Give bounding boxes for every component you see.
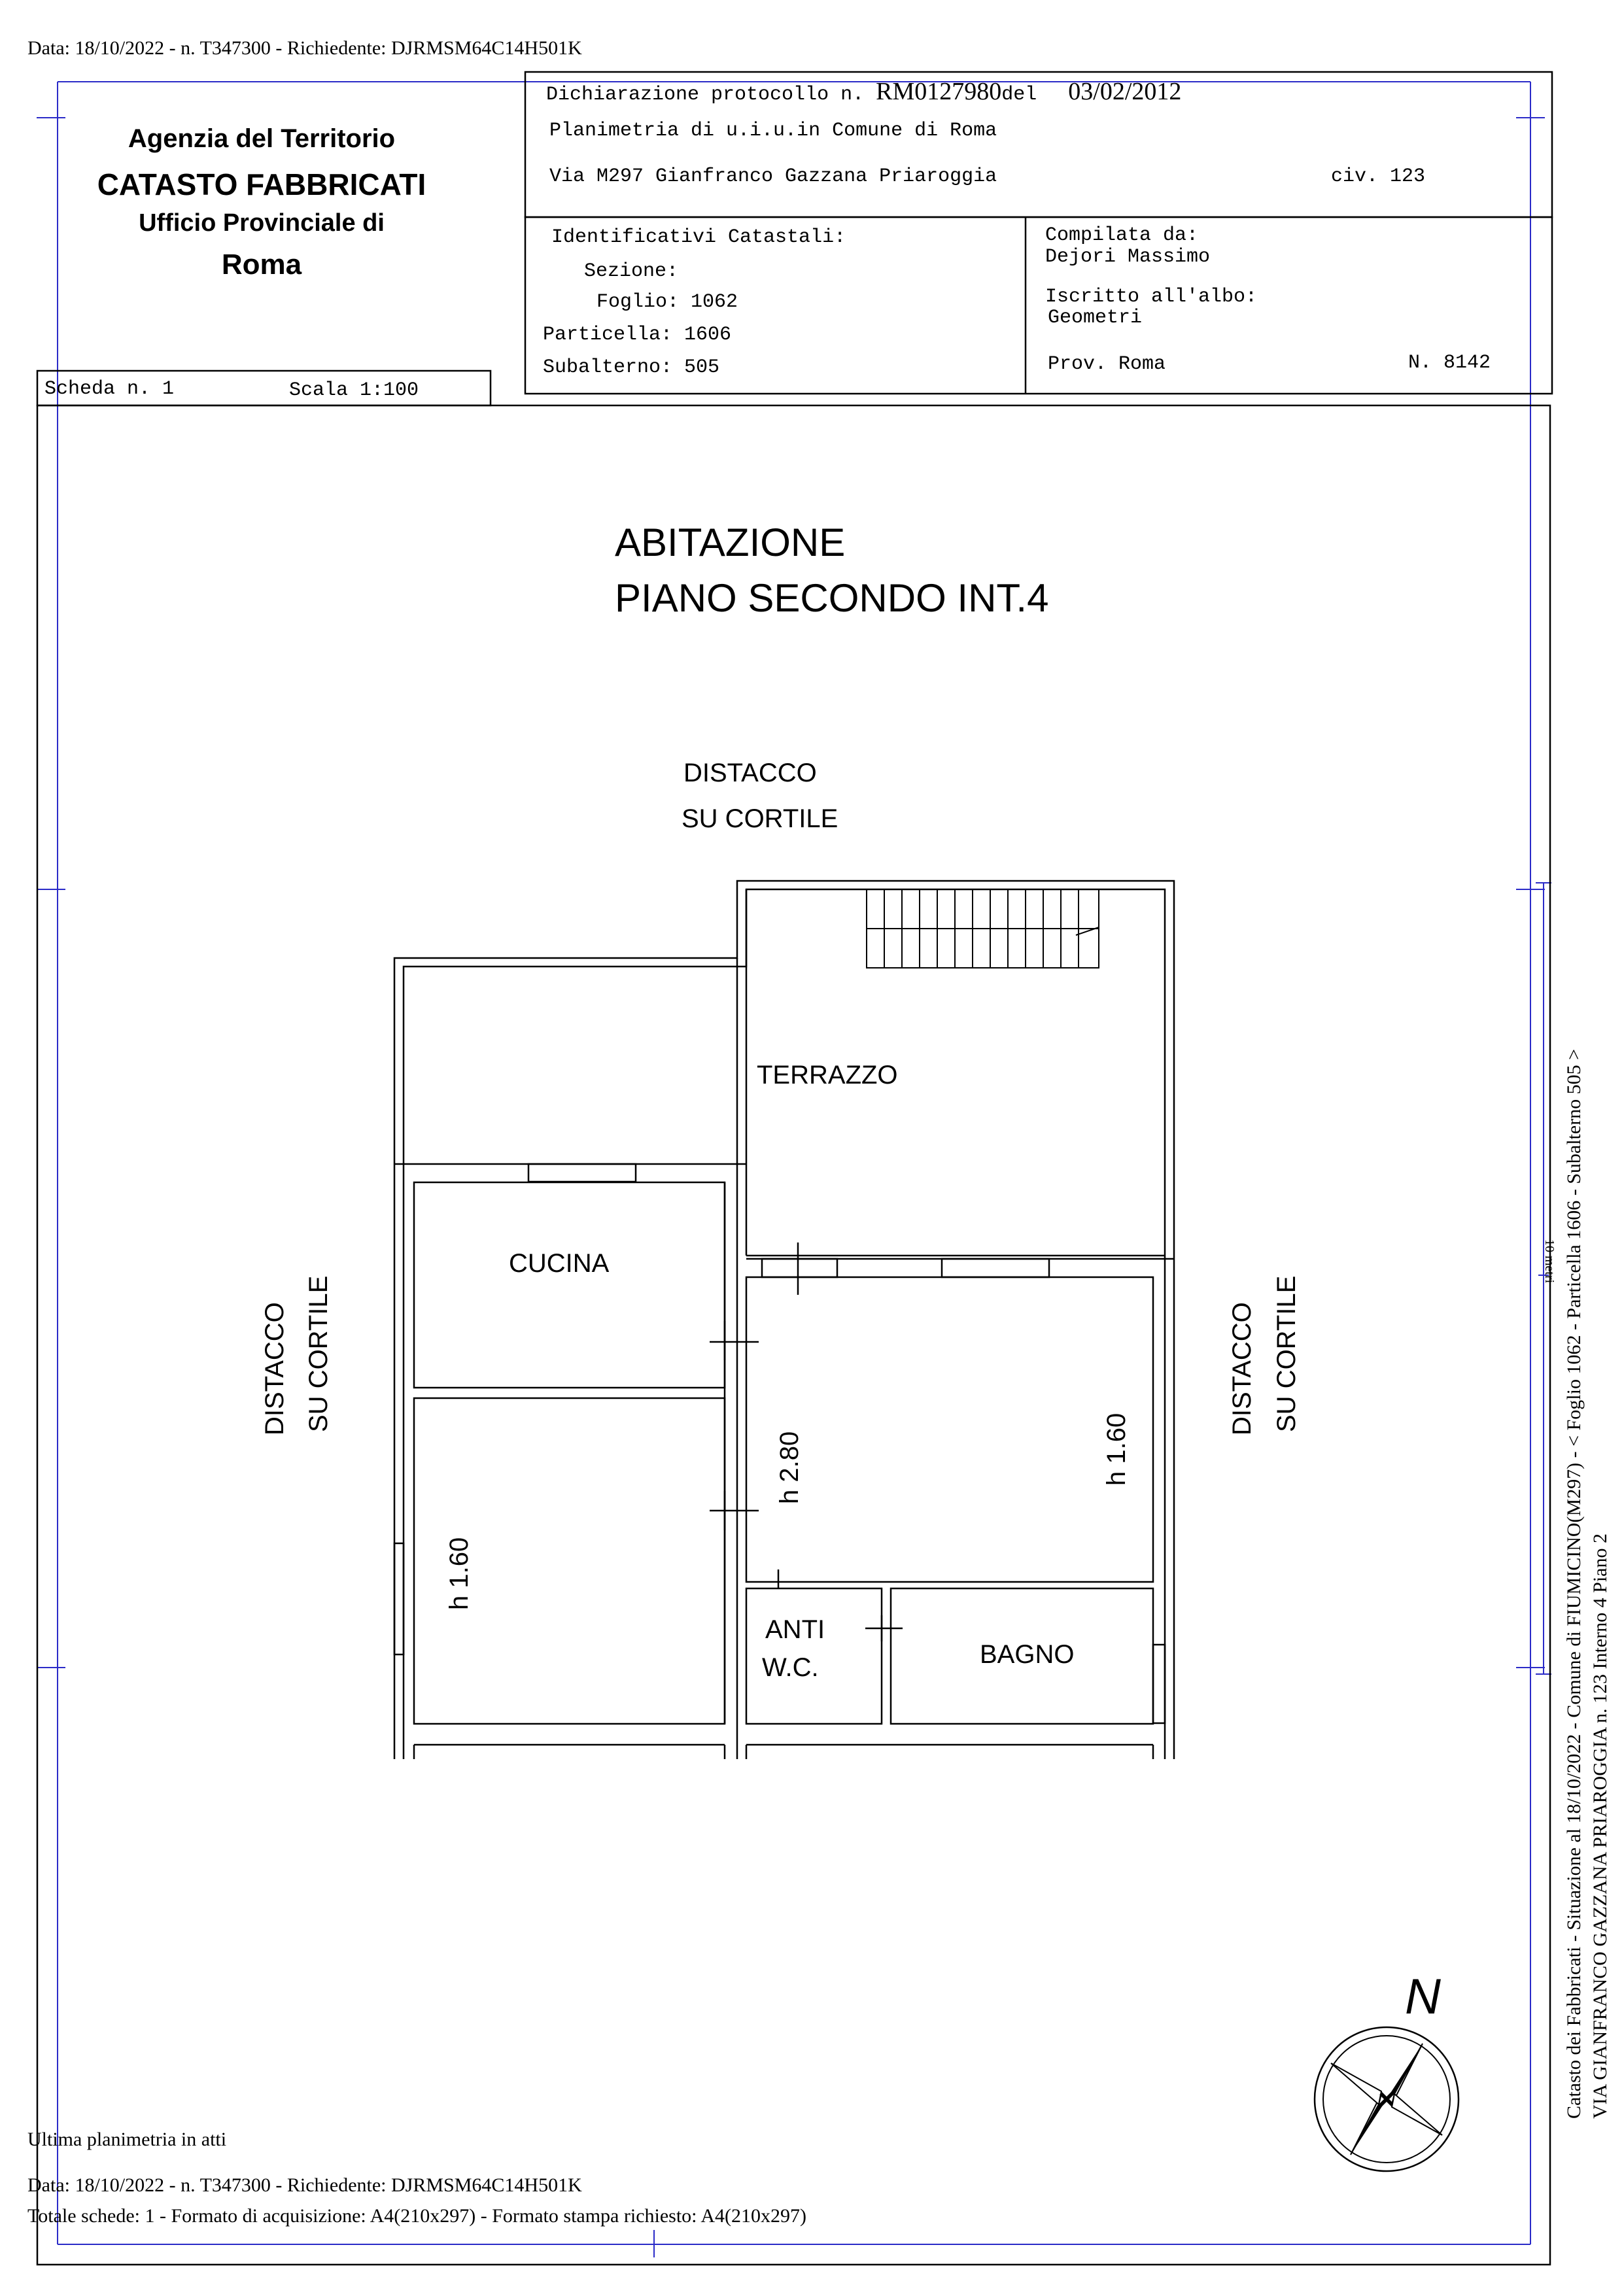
iscritto-label: Iscritto all'albo: <box>1045 286 1258 308</box>
side-text-line1: Catasto dei Fabbricati - Situazione al 18/10/2022 - Comune di FIUMICINO(M297) - < Foglio 1062 - Particella 1606 - Subalterno 505 > <box>1563 1048 1585 2119</box>
scheda-number: Scheda n. 1 <box>44 378 175 400</box>
room-wc: W.C. <box>762 1653 819 1682</box>
scale-bar-label: 10 metri <box>1542 1239 1557 1284</box>
distacco-top-2: SU CORTILE <box>682 804 838 833</box>
distacco-right-2: SU CORTILE <box>1272 1275 1301 1432</box>
footer-data: Data: 18/10/2022 - n. T347300 - Richiedente: DJRMSM64C14H501K <box>27 2174 582 2196</box>
compass-rose-icon <box>1315 2027 1459 2171</box>
agency-line2: CATASTO FABBRICATI <box>97 167 426 201</box>
dichiarazione-line <box>546 77 1181 106</box>
room-cucina: CUCINA <box>509 1249 610 1278</box>
compass-north-label: N <box>1405 1969 1441 2025</box>
agency-line1: Agenzia del Territorio <box>128 124 396 153</box>
compilata-name: Dejori Massimo <box>1045 246 1211 268</box>
prov-field: Prov. Roma <box>1048 353 1166 375</box>
stairs-icon <box>867 889 1099 968</box>
height-160-right: h 1.60 <box>1102 1413 1131 1486</box>
identificativi-title: Identificativi Catastali: <box>551 226 846 248</box>
sezione-field: Sezione: <box>584 260 679 283</box>
foglio-field: Foglio: 1062 <box>596 291 738 313</box>
room-terrazzo: TERRAZZO <box>757 1061 898 1089</box>
civ-number: 123 <box>1390 165 1426 188</box>
guide-frame <box>37 82 1551 2257</box>
agency-line4: Roma <box>221 248 302 281</box>
planimetria-line: Planimetria di u.i.u.in Comune di Roma <box>549 120 997 142</box>
iscritto-value: Geometri <box>1048 307 1143 329</box>
plan-title-1: ABITAZIONE <box>615 521 846 564</box>
civ-line <box>1331 165 1425 188</box>
subalterno-field: Subalterno: 505 <box>543 356 720 379</box>
side-text-line2: VIA GIANFRANCO GAZZANA PRIAROGGIA n. 123 Interno 4 Piano 2 <box>1589 1534 1611 2119</box>
distacco-left-2: SU CORTILE <box>304 1275 333 1432</box>
distacco-right-1: DISTACCO <box>1228 1302 1256 1435</box>
address-line: Via M297 Gianfranco Gazzana Priaroggia <box>549 165 997 188</box>
room-bagno: BAGNO <box>980 1640 1075 1669</box>
footer-totale: Totale schede: 1 - Formato di acquisizione: A4(210x297) - Formato stampa richiesto: A4(210x297) <box>27 2205 806 2227</box>
footer-ultima: Ultima planimetria in atti <box>27 2129 227 2150</box>
protocol-date: 03/02/2012 <box>1068 78 1182 105</box>
numero-field: N. 8142 <box>1408 352 1491 374</box>
height-160-left: h 1.60 <box>445 1537 474 1610</box>
del-label: del <box>1001 84 1037 106</box>
plan-title-2: PIANO SECONDO INT.4 <box>615 576 1049 620</box>
protocol-number: RM0127980 <box>876 78 1002 105</box>
compilata-label: Compilata da: <box>1045 224 1199 247</box>
height-280: h 2.80 <box>775 1431 804 1504</box>
particella-field: Particella: 1606 <box>543 324 732 346</box>
agency-line3: Ufficio Provinciale di <box>139 209 385 237</box>
scala: Scala 1:100 <box>289 379 419 402</box>
distacco-top-1: DISTACCO <box>683 759 817 787</box>
room-anti: ANTI <box>765 1615 825 1644</box>
distacco-left-1: DISTACCO <box>260 1302 289 1435</box>
civ-label: civ. <box>1331 165 1379 188</box>
top-request-line: Data: 18/10/2022 - n. T347300 - Richiedente: DJRMSM64C14H501K <box>27 37 582 59</box>
dichiarazione-label: Dichiarazione protocollo n. <box>546 84 865 106</box>
